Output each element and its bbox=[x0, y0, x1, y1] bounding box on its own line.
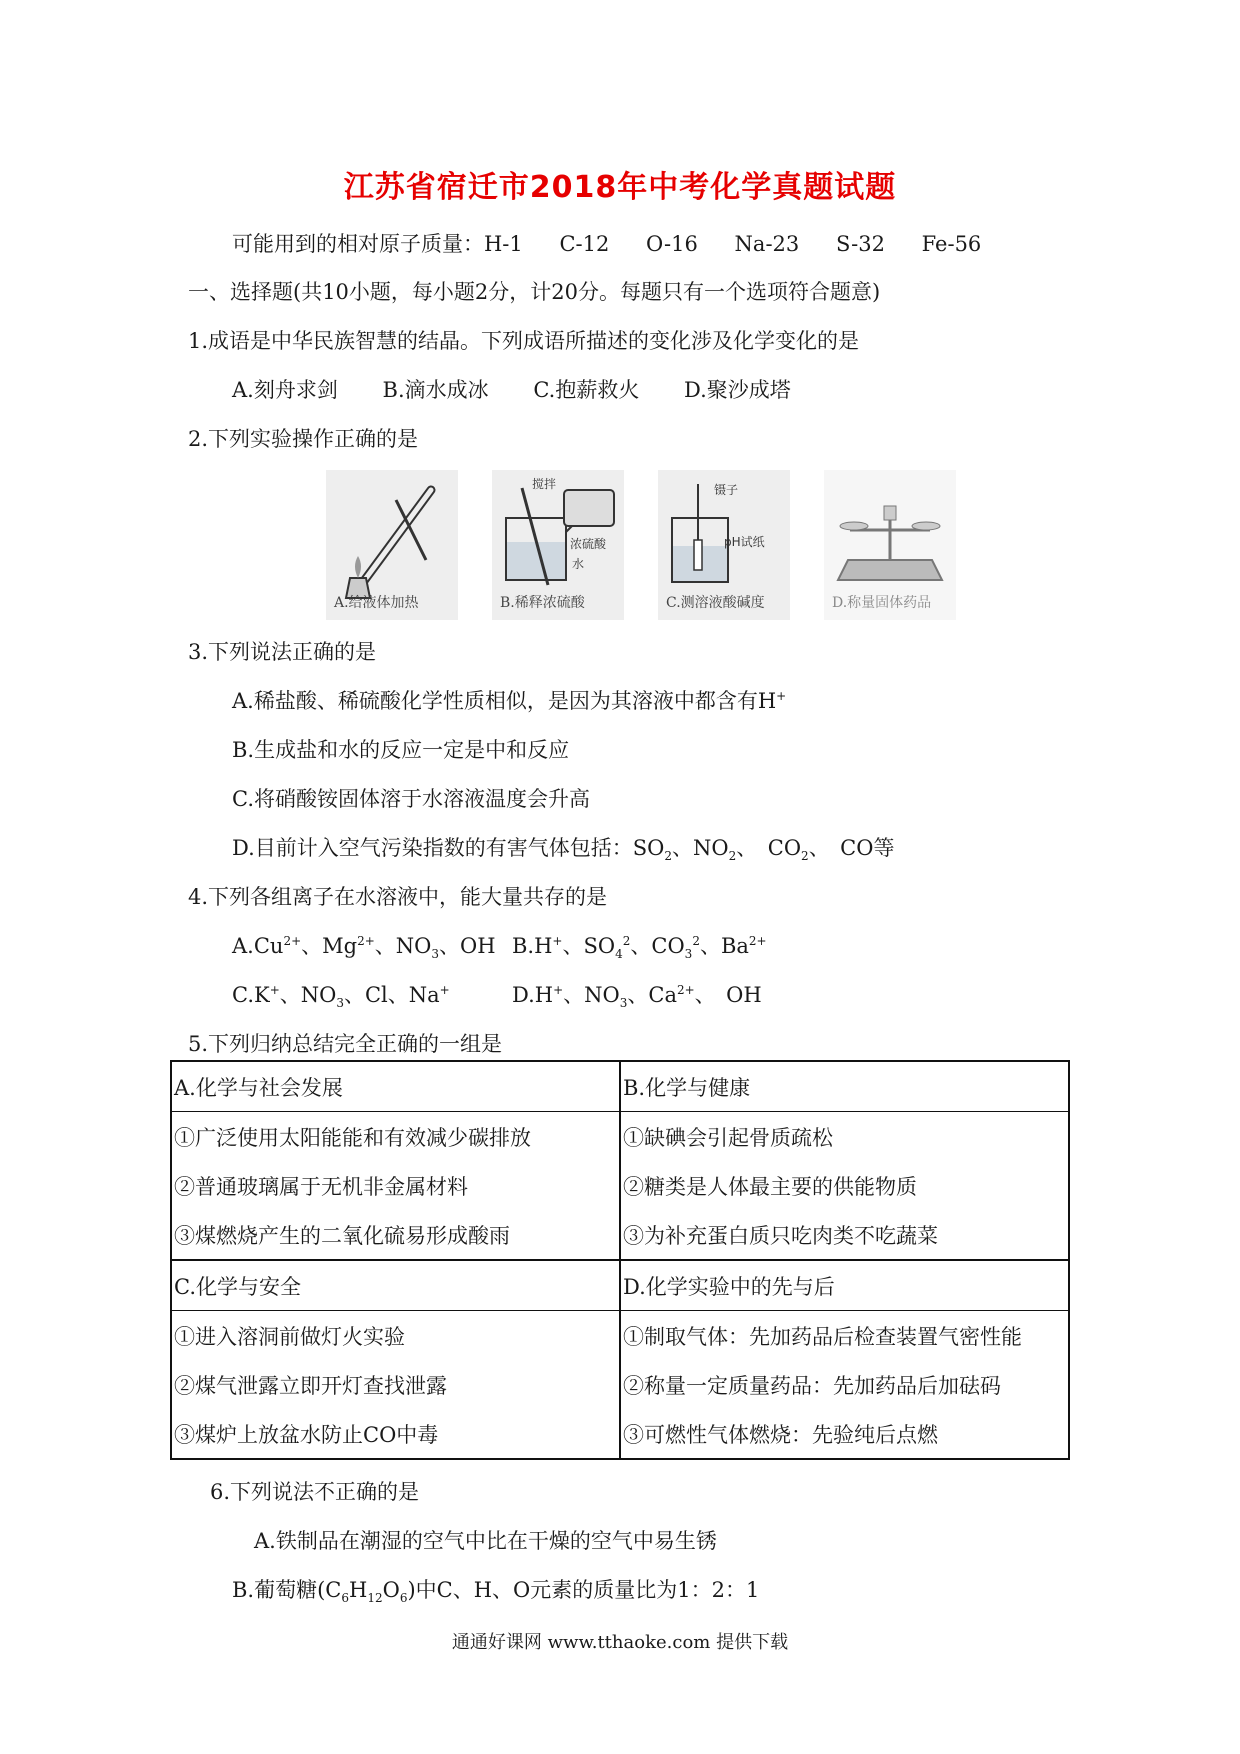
label-ph-paper: pH试纸 bbox=[724, 535, 765, 549]
superscript: + bbox=[269, 983, 280, 997]
superscript: 2+ bbox=[748, 934, 767, 948]
question-3-option-d bbox=[232, 832, 894, 862]
subscript: 2 bbox=[801, 849, 809, 864]
superscript: 2+ bbox=[357, 934, 375, 948]
option-text: 、 CO bbox=[736, 836, 802, 860]
question-4-stem: 4.下列各组离子在水溶液中，能大量共存的是 bbox=[188, 885, 608, 909]
atomic-mass-line bbox=[232, 228, 1011, 258]
ion-text: 、Ba bbox=[699, 934, 749, 958]
question-3-option-c: C.将硝酸铵固体溶于水溶液温度会升高 bbox=[232, 787, 590, 811]
ion-text: A.Cu bbox=[232, 934, 284, 958]
superscript: 2+ bbox=[283, 934, 302, 948]
superscript: 2 bbox=[622, 934, 631, 948]
atomic-mass-item: Na-23 bbox=[734, 232, 800, 256]
question-2-stem: 2.下列实验操作正确的是 bbox=[188, 427, 419, 451]
ion-text: 、CO bbox=[630, 934, 685, 958]
label-concentrated-acid: 浓硫酸 bbox=[570, 537, 607, 551]
table-cell: ②称量一定质量药品：先加药品后加砝码 bbox=[620, 1360, 1069, 1409]
option-text: )中C、H、O元素的质量比为1：2：1 bbox=[407, 1578, 760, 1602]
question-4-option-a bbox=[232, 930, 496, 960]
atomic-mass-item: O-16 bbox=[646, 232, 698, 256]
subscript: 2 bbox=[664, 849, 673, 864]
ion-text: 、NO bbox=[374, 934, 432, 958]
subscript: 2 bbox=[728, 849, 737, 864]
question-1-options bbox=[232, 374, 829, 404]
option-text: D.目前计入空气污染指数的有害气体包括：SO bbox=[232, 836, 665, 860]
table-cell: ③煤燃烧产生的二氧化硫易形成酸雨 bbox=[171, 1210, 620, 1260]
subscript: 3 bbox=[684, 947, 693, 962]
label-stir: 搅拌 bbox=[532, 477, 557, 491]
question-3-stem: 3.下列说法正确的是 bbox=[188, 640, 377, 664]
figure-a-caption: A.给液体加热 bbox=[334, 595, 419, 611]
question-6-option-a: A.铁制品在潮湿的空气中比在干燥的空气中易生锈 bbox=[254, 1529, 717, 1553]
ion-text: 、NO bbox=[279, 983, 337, 1007]
question-4-option-c bbox=[232, 979, 450, 1009]
table-cell: ②普通玻璃属于无机非金属材料 bbox=[171, 1161, 620, 1210]
option-b: B.滴水成冰 bbox=[382, 378, 489, 402]
table-row bbox=[171, 1360, 1069, 1409]
table-row bbox=[171, 1409, 1069, 1459]
ion-text: 、Mg bbox=[301, 934, 358, 958]
question-6-stem: 6.下列说法不正确的是 bbox=[210, 1480, 420, 1504]
subscript: 12 bbox=[367, 1591, 383, 1606]
table-row bbox=[171, 1210, 1069, 1260]
label-water: 水 bbox=[572, 557, 585, 571]
table-cell: ②糖类是人体最主要的供能物质 bbox=[620, 1161, 1069, 1210]
table-cell: ③为补充蛋白质只吃肉类不吃蔬菜 bbox=[620, 1210, 1069, 1260]
option-text: 、 CO等 bbox=[808, 836, 895, 860]
ion-text: C.K bbox=[232, 983, 270, 1007]
ion-text: 、Cl、Na bbox=[343, 983, 440, 1007]
option-text: H bbox=[349, 1578, 368, 1602]
superscript: + bbox=[553, 983, 564, 997]
subscript: 3 bbox=[336, 996, 344, 1011]
question-1-stem: 1.成语是中华民族智慧的结晶。下列成语所描述的变化涉及化学变化的是 bbox=[188, 329, 860, 353]
table-cell: ①广泛使用太阳能能和有效减少碳排放 bbox=[171, 1112, 620, 1162]
table-cell: ③煤炉上放盆水防止CO中毒 bbox=[171, 1409, 620, 1459]
section-heading: 一、选择题(共10小题，每小题2分，计20分。每题只有一个选项符合题意) bbox=[188, 280, 881, 304]
table-head-b: B.化学与健康 bbox=[620, 1061, 1069, 1112]
label-tweezers: 镊子 bbox=[714, 483, 739, 497]
question-5-stem: 5.下列归纳总结完全正确的一组是 bbox=[188, 1032, 503, 1056]
table-cell: ①制取气体：先加药品后检查装置气密性能 bbox=[620, 1311, 1069, 1361]
table-row bbox=[171, 1260, 1069, 1311]
question-4-option-b bbox=[512, 930, 767, 960]
table-cell: ①缺碘会引起骨质疏松 bbox=[620, 1112, 1069, 1162]
ion-text: D.H bbox=[512, 983, 554, 1007]
ion-text: 、 OH bbox=[694, 983, 762, 1007]
ion-text: 、OH bbox=[439, 934, 496, 958]
figure-d-weighing bbox=[824, 470, 956, 620]
subscript: 6 bbox=[341, 1591, 350, 1606]
page-title: 江苏省宿迁市2018年中考化学真题试题 bbox=[343, 170, 897, 205]
subscript: 4 bbox=[615, 947, 623, 962]
figure-c-caption: C.测溶液酸碱度 bbox=[666, 595, 765, 611]
ion-text: 、SO bbox=[562, 934, 616, 958]
table-cell: ②煤气泄露立即开灯查找泄露 bbox=[171, 1360, 620, 1409]
summary-table bbox=[170, 1060, 1070, 1460]
table-row bbox=[171, 1112, 1069, 1162]
option-text: B.葡萄糖(C bbox=[232, 1578, 342, 1602]
ion-text: B.H bbox=[512, 934, 553, 958]
atomic-mass-item: S-32 bbox=[835, 232, 885, 256]
figure-b-caption: B.稀释浓硫酸 bbox=[500, 595, 585, 611]
option-text: O bbox=[382, 1578, 400, 1602]
figure-b-diluting-acid bbox=[492, 470, 624, 620]
question-2-figures bbox=[326, 470, 966, 620]
figure-c-measuring-ph bbox=[658, 470, 790, 620]
option-a: A.刻舟求剑 bbox=[232, 378, 338, 402]
ion-text: 、NO bbox=[563, 983, 620, 1007]
ion-text: 、Ca bbox=[627, 983, 677, 1007]
subscript: 3 bbox=[619, 996, 628, 1011]
page-footer: 通通好课网 www.tthaoke.com 提供下载 bbox=[451, 1632, 789, 1653]
superscript: + bbox=[776, 689, 787, 703]
superscript: + bbox=[552, 934, 563, 948]
table-head-d: D.化学实验中的先与后 bbox=[620, 1260, 1069, 1311]
option-c: C.抱薪救火 bbox=[533, 378, 640, 402]
question-3-option-a bbox=[232, 685, 786, 715]
option-text: A.稀盐酸、稀硫酸化学性质相似，是因为其溶液中都含有H bbox=[232, 689, 777, 713]
question-4-option-d bbox=[512, 979, 762, 1009]
superscript: 2 bbox=[692, 934, 700, 948]
table-row bbox=[171, 1061, 1069, 1112]
subscript: 3 bbox=[431, 947, 440, 962]
table-cell: ①进入溶洞前做灯火实验 bbox=[171, 1311, 620, 1361]
table-row bbox=[171, 1161, 1069, 1210]
question-6-option-b bbox=[232, 1574, 759, 1604]
table-head-a: A.化学与社会发展 bbox=[171, 1061, 620, 1112]
subscript: 6 bbox=[399, 1591, 408, 1606]
atomic-mass-item: C-12 bbox=[559, 232, 610, 256]
figure-a-heating-liquid bbox=[326, 470, 458, 620]
option-text: 、NO bbox=[672, 836, 729, 860]
atomic-mass-item: Fe-56 bbox=[921, 232, 982, 256]
atomic-mass-label: 可能用到的相对原子质量：H-1 bbox=[232, 232, 523, 256]
option-d: D.聚沙成塔 bbox=[684, 378, 791, 402]
superscript: + bbox=[439, 983, 450, 997]
superscript: 2+ bbox=[676, 983, 695, 997]
question-3-option-b: B.生成盐和水的反应一定是中和反应 bbox=[232, 738, 570, 762]
table-row bbox=[171, 1311, 1069, 1361]
table-head-c: C.化学与安全 bbox=[171, 1260, 620, 1311]
figure-d-caption: D.称量固体药品 bbox=[832, 595, 932, 611]
table-cell: ③可燃性气体燃烧：先验纯后点燃 bbox=[620, 1409, 1069, 1459]
